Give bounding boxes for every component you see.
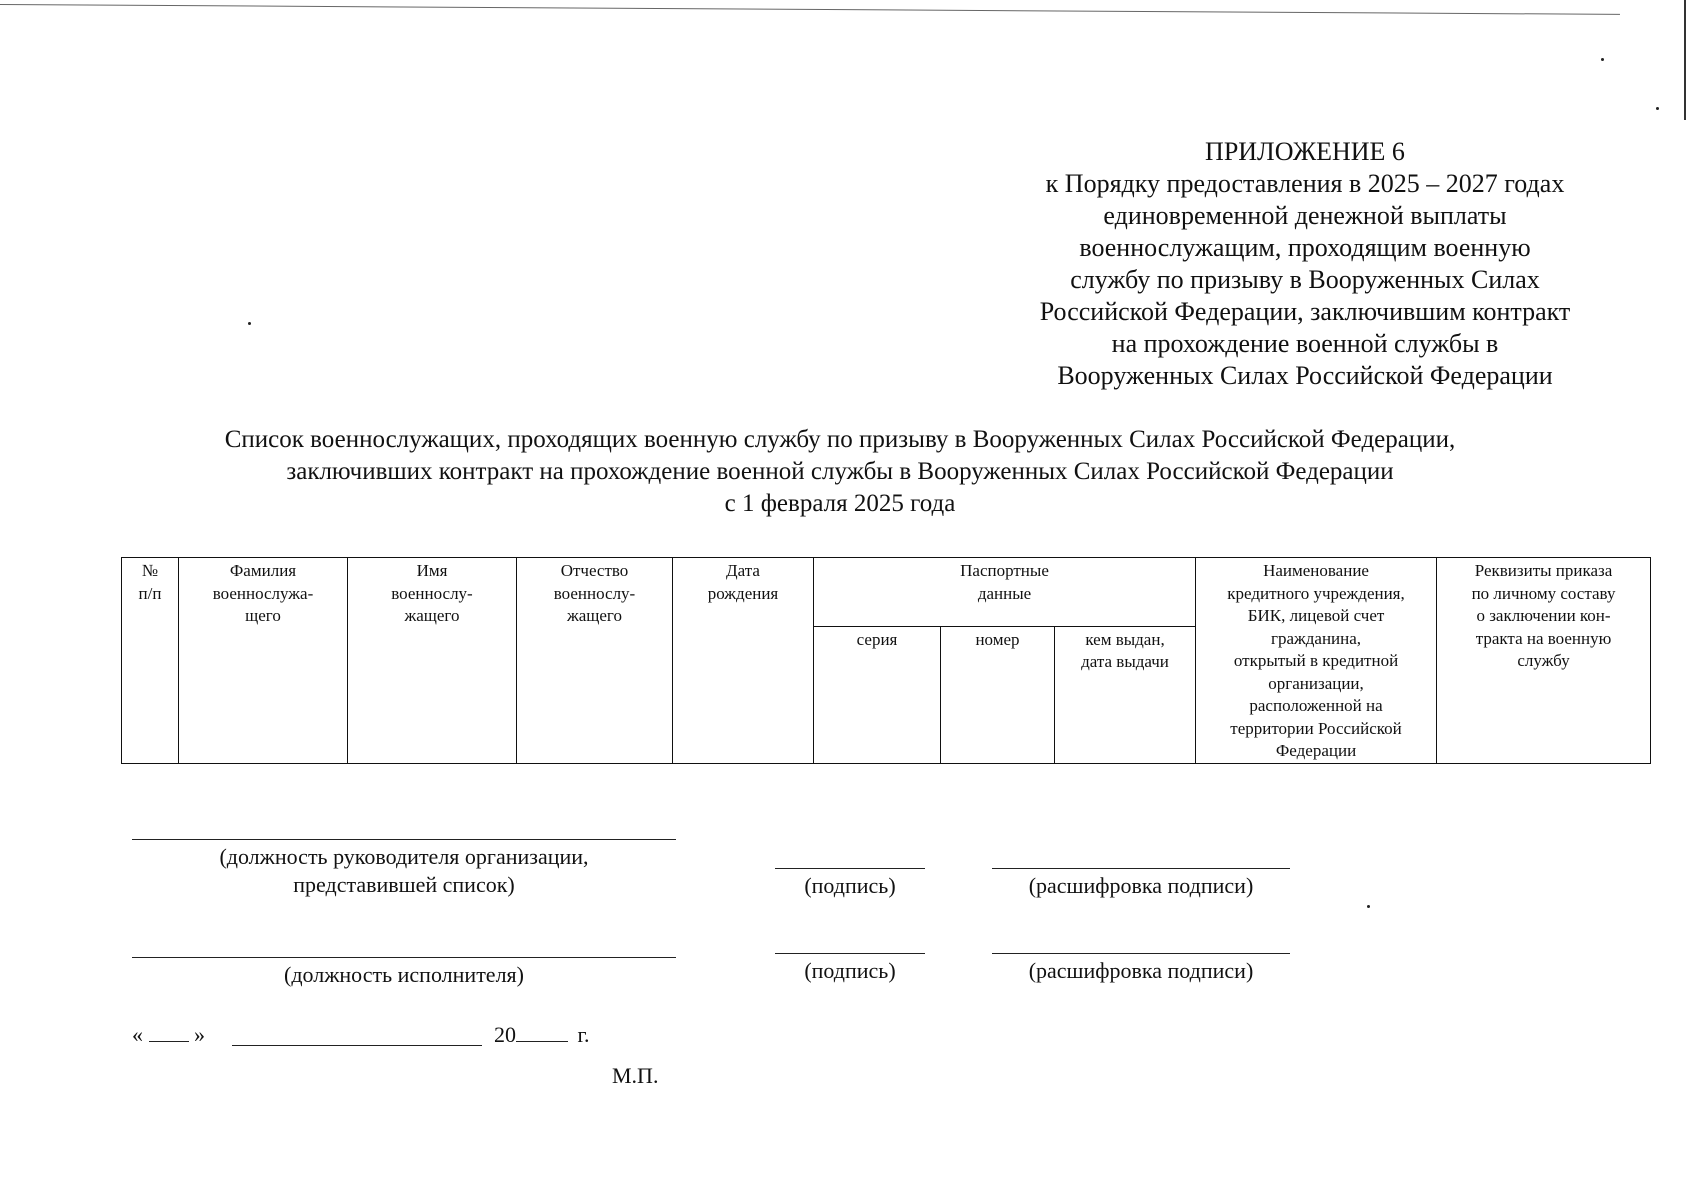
appendix-line: единовременной денежной выплаты	[1103, 201, 1507, 230]
scan-edge-right	[1684, 0, 1686, 120]
col-name-header	[348, 558, 517, 764]
year-field	[494, 1022, 590, 1048]
header-text: Фамилия военнослужа- щего	[212, 561, 314, 625]
document-title	[120, 424, 1560, 520]
col-surname-header	[179, 558, 348, 764]
col-series-header	[814, 626, 941, 763]
header-text: серия	[856, 629, 898, 649]
header-text: Паспортные данные	[960, 561, 1049, 603]
signature-line-2	[775, 953, 925, 954]
appendix-line: службу по призыву в Вооруженных Силах	[1070, 265, 1540, 294]
appendix-line: ПРИЛОЖЕНИЕ 6	[1205, 137, 1405, 166]
header-text: Дата рождения	[707, 561, 779, 603]
appendix-line: Российской Федерации, заключившим контракт	[1039, 297, 1571, 326]
executor-position-line	[132, 957, 676, 958]
header-text: Отчество военнослу- жащего	[553, 561, 636, 625]
col-patronymic-header	[517, 558, 673, 764]
title-line: Список военнослужащих, проходящих военную службу по призыву в Вооруженных Силах Российской Федерации,	[224, 426, 1456, 453]
signature-caption-1: (подпись)	[804, 873, 896, 898]
scan-speck	[1656, 107, 1659, 110]
decoding-caption-2: (расшифровка подписи)	[1028, 958, 1254, 983]
signature-line-1	[775, 868, 925, 869]
col-order-header	[1437, 558, 1651, 764]
decoding-line-2	[992, 953, 1290, 954]
header-text: № п/п	[138, 561, 162, 603]
scan-speck	[1367, 905, 1370, 908]
appendix-line: на прохождение военной службы в	[1111, 329, 1499, 358]
scan-speck	[248, 322, 251, 325]
appendix-line: Вооруженных Силах Российской Федерации	[1057, 361, 1553, 390]
header-text: номер	[975, 629, 1020, 649]
header-text: Реквизиты приказа по личному составу о заключении кон- тракта на военную службу	[1471, 561, 1616, 670]
stamp-place: М.П.	[612, 1063, 659, 1088]
col-birthdate-header	[673, 558, 814, 764]
col-passport-header	[814, 558, 1196, 627]
title-line: заключивших контракт на прохождение военной службы в Вооруженных Силах Российской Федерации	[286, 458, 1394, 485]
col-issued-header	[1055, 626, 1196, 763]
header-text: кем выдан, дата выдачи	[1081, 629, 1169, 671]
head-position-caption: (должность руководителя организации, представившей список)	[219, 844, 589, 897]
year-suffix: г.	[577, 1022, 590, 1047]
executor-position-caption: (должность исполнителя)	[284, 962, 524, 987]
header-text: Наименование кредитного учреждения, БИК, лицевой счет гражданина, открытый в кредитной организации, расположенной на территории Российской Федерации	[1227, 561, 1405, 760]
quote-close: »	[194, 1022, 205, 1047]
appendix-header	[1000, 136, 1610, 392]
header-text: Имя военнослу- жащего	[391, 561, 473, 625]
servicemen-table	[121, 557, 1651, 764]
col-bank-header	[1196, 558, 1437, 764]
scan-speck	[1601, 58, 1604, 61]
decoding-caption-1: (расшифровка подписи)	[1028, 873, 1254, 898]
day-blank	[149, 1023, 189, 1042]
quote-open: «	[132, 1022, 143, 1047]
date-row	[132, 1022, 205, 1048]
signature-caption-2: (подпись)	[804, 958, 896, 983]
col-number-header	[122, 558, 179, 764]
head-position-line	[132, 839, 676, 840]
decoding-line-1	[992, 868, 1290, 869]
month-blank	[232, 1045, 482, 1046]
year-blank	[516, 1023, 568, 1042]
col-passport-number-header	[941, 626, 1055, 763]
year-prefix: 20	[494, 1022, 516, 1047]
title-line: с 1 февраля 2025 года	[724, 490, 956, 517]
scan-edge-top	[0, 4, 1620, 15]
appendix-line: к Порядку предоставления в 2025 – 2027 годах	[1045, 169, 1565, 198]
appendix-line: военнослужащим, проходящим военную	[1079, 233, 1531, 262]
